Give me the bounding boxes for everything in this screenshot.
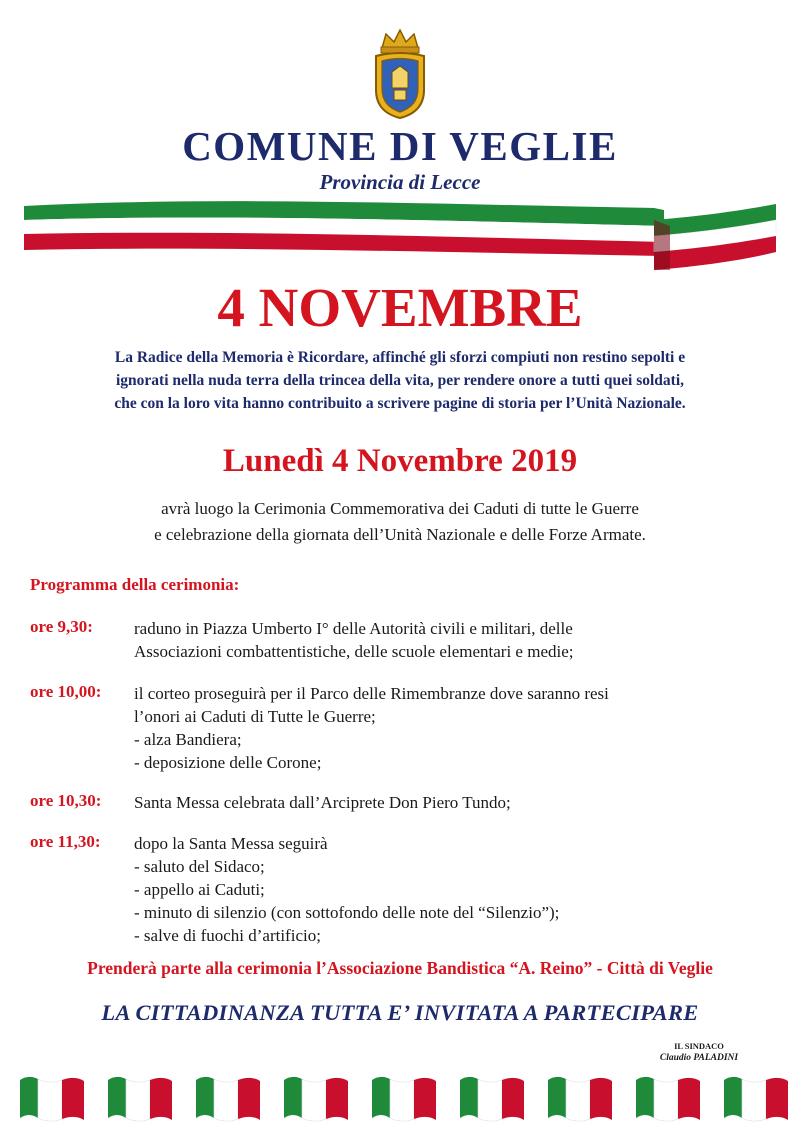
municipality-title: COMUNE DI VEGLIE	[182, 123, 618, 169]
program-line: - deposizione delle Corone;	[134, 753, 322, 772]
intro-line: che con la loro vita hanno contribuito a scrivere pagine di storia per l’Unità Nazionale.	[114, 395, 686, 412]
italian-flag-icon	[548, 1077, 612, 1121]
band-notice: Prenderà parte alla cerimonia l’Associazione Bandistica “A. Reino” - Città di Veglie	[87, 958, 713, 978]
program-line: l’onori ai Caduti di Tutte le Guerre;	[134, 707, 376, 726]
program-title: Programma della cerimonia:	[30, 575, 240, 594]
program-line: - appello ai Caduti;	[134, 880, 265, 899]
italian-flag-icon	[460, 1077, 524, 1121]
program-item	[30, 791, 774, 814]
province-subtitle: Provincia di Lecce	[319, 170, 481, 194]
program-item	[30, 832, 774, 947]
program-line: raduno in Piazza Umberto I° delle Autorità civili e militari, delle	[134, 619, 573, 638]
program-line: - salve di fuochi d’artificio;	[134, 926, 321, 945]
program-time: ore 9,30:	[30, 617, 93, 636]
intro-text	[0, 346, 800, 415]
italian-flag-icon	[724, 1077, 788, 1121]
program-time: ore 10,00:	[30, 682, 102, 701]
signature-role: IL SINDACO	[674, 1041, 724, 1051]
program-line: - minuto di silenzio (con sottofondo delle note del “Silenzio”);	[134, 903, 560, 922]
invitation-text: LA CITTADINANZA TUTTA E’ INVITATA A PARTECIPARE	[101, 1000, 699, 1025]
program-item	[30, 682, 774, 774]
program-line: - saluto del Sidaco;	[134, 857, 265, 876]
program-line: - alza Bandiera;	[134, 730, 242, 749]
event-description	[0, 496, 800, 548]
italian-flag-icon	[636, 1077, 700, 1121]
italian-flag-icon	[20, 1077, 84, 1121]
description-line: avrà luogo la Cerimonia Commemorativa dei Caduti di tutte le Guerre	[161, 499, 639, 518]
program-time: ore 11,30:	[30, 832, 101, 851]
intro-line: La Radice della Memoria è Ricordare, affinché gli sforzi compiuti non restino sepolti e	[114, 349, 686, 366]
signature-name: Claudio PALADINI	[659, 1053, 739, 1063]
flag-row	[20, 1074, 790, 1124]
italian-flag-icon	[108, 1077, 172, 1121]
italian-flag-icon	[284, 1077, 348, 1121]
event-date: Lunedì 4 Novembre 2019	[222, 443, 578, 479]
program-time: ore 10,30:	[30, 791, 102, 810]
intro-line: ignorati nella nuda terra della trincea della vita, per rendere onore a tutti quei soldati,	[115, 372, 684, 389]
italian-flag-ribbon-icon	[24, 196, 780, 280]
program-line: dopo la Santa Messa seguirà	[134, 834, 328, 853]
program-line: Associazioni combattentistiche, delle scuole elementari e medie;	[134, 642, 574, 661]
italian-flag-icon	[196, 1077, 260, 1121]
description-line: e celebrazione della giornata dell’Unità Nazionale e delle Forze Armate.	[154, 525, 646, 544]
program-line: il corteo proseguirà per il Parco delle Rimembranze dove saranno resi	[134, 684, 609, 703]
headline: 4 NOVEMBRE	[217, 277, 583, 338]
program-item	[30, 617, 774, 663]
italian-flag-icon	[372, 1077, 436, 1121]
program-line: Santa Messa celebrata dall’Arciprete Don Piero Tundo;	[134, 793, 511, 812]
coat-of-arms-icon	[368, 28, 432, 120]
